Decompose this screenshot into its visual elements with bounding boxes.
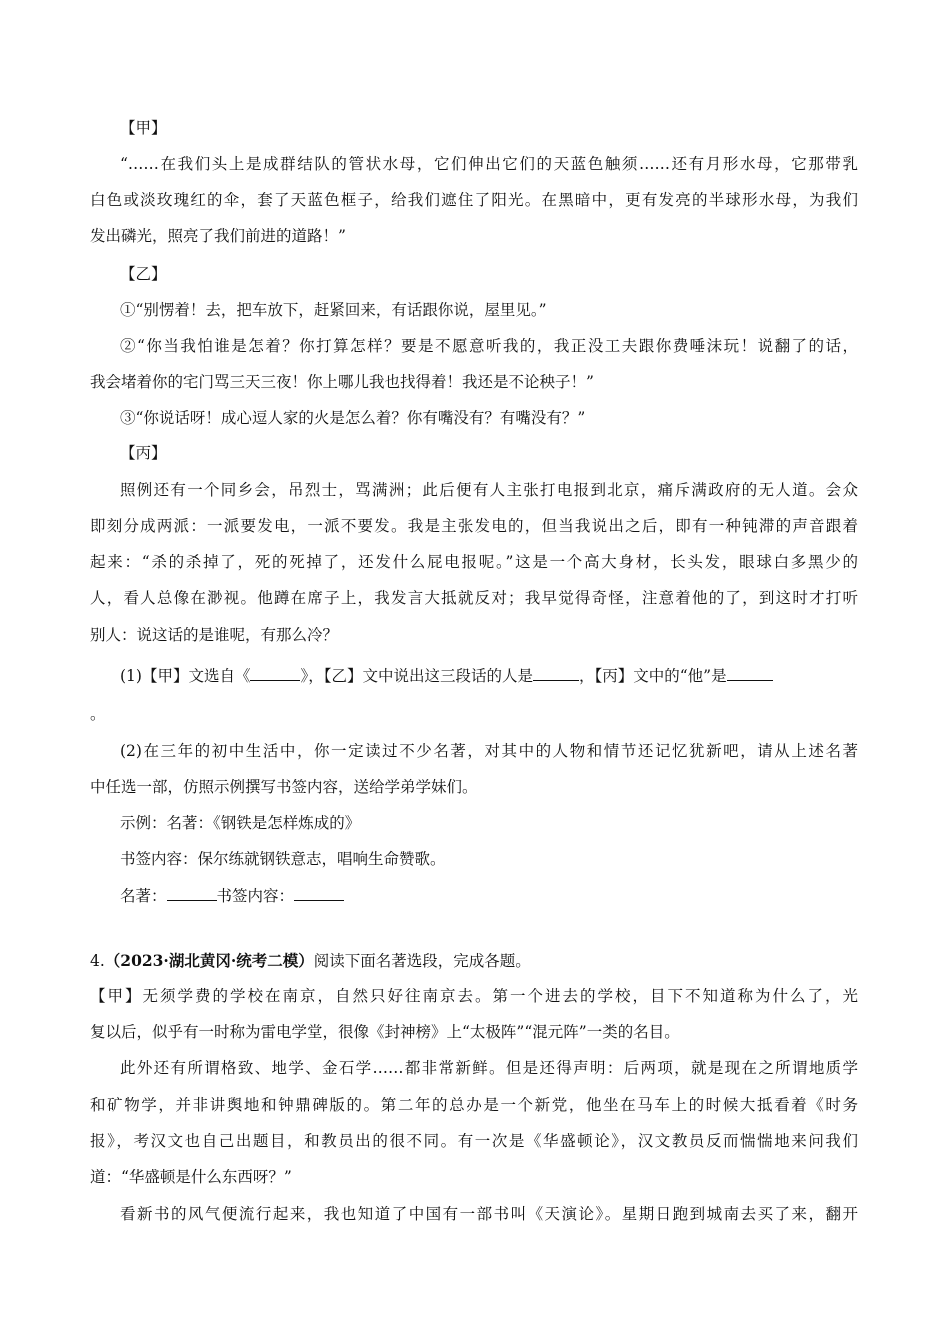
paragraph-line: “……在我们头上是成群结队的管状水母，它们伸出它们的天蓝色触须……还有月形水母，它那带乳	[120, 155, 858, 173]
answer-blank[interactable]	[533, 665, 579, 681]
paragraph-line: 照例还有一个同乡会，吊烈士，骂满洲；此后便有人主张打电报到北京，痛斥满政府的无人道。会众	[120, 481, 858, 499]
question-2-line-2: 中任选一部，仿照示例撰写书签内容，送给学弟学妹们。	[90, 778, 478, 796]
question-1-end: 。	[90, 705, 106, 723]
paragraph-line: 别人：说这话的是谁呢，有那么冷？	[90, 626, 339, 644]
paragraph-line: 此外还有所谓格致、地学、金石学……都非常新鲜。但是还得声明：后两项，就是现在之所谓地质学	[120, 1059, 858, 1077]
paragraph-line: 看新书的风气便流行起来，我也知道了中国有一部书叫《天演论》。星期日跑到城南去买了来，翻开	[120, 1205, 858, 1223]
quote-2-line-1: ②“你当我怕谁是怎着？你打算怎样？要是不愿意听我的，我正没工夫跟你费唾沫玩！说翻了的话，	[120, 337, 858, 355]
problem-source: （2023·湖北黄冈·统考二模）	[104, 951, 314, 970]
paragraph-line: 报》，考汉文也自己出题目，和教员出的很不同。有一次是《华盛顿论》，汉文教员反而惴惴地来问我们	[90, 1132, 858, 1150]
answer-blank[interactable]	[167, 885, 217, 901]
answer-blank[interactable]	[250, 665, 300, 681]
section-jia-heading: 【甲】	[120, 119, 167, 137]
answer-label-book: 名著：	[120, 887, 167, 905]
example-bookmark: 书签内容：保尔练就钢铁意志，唱响生命赞歌。	[120, 850, 446, 868]
paragraph-line: 【甲】无须学费的学校在南京，自然只好往南京去。第一个进去的学校，目下不知道称为什么了，光	[90, 987, 858, 1005]
paragraph-line: 复以后，似乎有一时称为雷电学堂，很像《封神榜》上“太极阵”“混元阵”一类的名目。	[90, 1023, 680, 1041]
question-2-answer	[120, 885, 344, 906]
paragraph-line: 发出磷光，照亮了我们前进的道路！”	[90, 227, 346, 245]
quote-3: ③“你说话呀！成心逗人家的火是怎么着？你有嘴没有？有嘴没有？”	[120, 409, 586, 427]
paragraph-line: 道：“华盛顿是什么东西呀？”	[90, 1168, 292, 1186]
problem-instruction: 阅读下面名著选段，完成各题。	[313, 952, 531, 970]
quote-2-line-2: 我会堵着你的宅门骂三天三夜！你上哪儿我也找得着！我还是不论秧子！”	[90, 373, 594, 391]
paragraph-line: 白色或淡玫瑰红的伞，套了天蓝色框子，给我们遮住了阳光。在黑暗中，更有发亮的半球形水母，为我们	[90, 191, 858, 209]
answer-blank[interactable]	[727, 665, 773, 681]
example-title: 示例：名著：《钢铁是怎样炼成的》	[120, 814, 361, 832]
problem-number: 4.	[90, 952, 105, 970]
section-bing-heading: 【丙】	[120, 444, 167, 462]
question-1-part-1: (1)【甲】文选自《	[120, 667, 251, 685]
question-1	[120, 665, 773, 686]
question-1-part-3: ，【丙】文中的“他”是	[578, 667, 727, 685]
question-1-part-2: 》，【乙】文中说出这三段话的人是	[300, 667, 533, 685]
problem-4-header	[90, 951, 531, 971]
answer-blank[interactable]	[294, 885, 344, 901]
paragraph-line: 起来：“杀的杀掉了，死的死掉了，还发什么屁电报呢。”这是一个高大身材，长头发，眼球白多黑少的	[90, 553, 858, 571]
question-2-line-1: (2)在三年的初中生活中，你一定读过不少名著，对其中的人物和情节还记忆犹新吧，请从上述名著	[120, 742, 858, 760]
paragraph-line: 即刻分成两派：一派要发电，一派不要发。我是主张发电的，但当我说出之后，即有一种钝滞的声音跟着	[90, 517, 858, 535]
answer-label-bookmark: 书签内容：	[216, 887, 295, 905]
paragraph-line: 人，看人总像在渺视。他蹲在席子上，我发言大抵就反对；我早觉得奇怪，注意着他的了，到这时才打听	[90, 589, 858, 607]
quote-1: ①“别愣着！去，把车放下，赶紧回来，有话跟你说，屋里见。”	[120, 301, 547, 319]
section-yi-heading: 【乙】	[120, 265, 167, 283]
paragraph-line: 和矿物学，并非讲舆地和钟鼎碑版的。第二年的总办是一个新党，他坐在马车上的时候大抵看着《时务	[90, 1096, 858, 1114]
